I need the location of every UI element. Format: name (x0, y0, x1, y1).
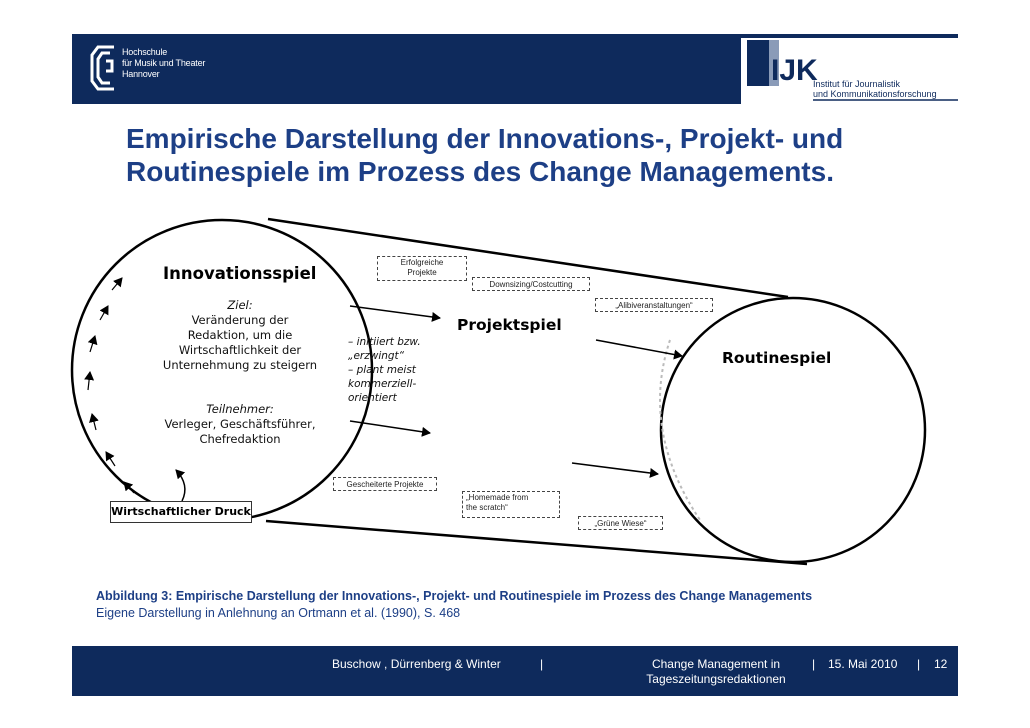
box-line: „Homemade from (466, 493, 529, 502)
routine-inner-ring (660, 340, 700, 520)
alibi-box: „Alibiveranstaltungen“ (595, 298, 713, 312)
gruene-wiese-box: „Grüne Wiese“ (578, 516, 663, 530)
homemade-box (462, 491, 560, 518)
participants-line: Chefredaktion (199, 432, 281, 446)
project-title: Projektspiel (457, 316, 562, 334)
goal-line: Unternehmung zu steigern (162, 358, 318, 372)
page-number: 12 (934, 657, 948, 671)
box-line: Erfolgreiche (400, 258, 444, 267)
page-title-line: Empirische Darstellung der Innovations-, Projekt- und (126, 123, 844, 154)
goal-line: Redaktion, um die (187, 328, 293, 342)
side-note-line: kommerziell- (348, 378, 417, 390)
box-line: Projekte (407, 268, 437, 277)
footer-bar (72, 646, 958, 696)
footer-authors: Buschow , Dürrenberg & Winter (332, 657, 501, 671)
failed-projects-box: Gescheiterte Projekte (333, 477, 437, 491)
side-note-line: – plant meist (348, 364, 416, 376)
participants-line: Verleger, Geschäftsführer, (164, 417, 316, 431)
goal-block (150, 298, 330, 373)
participants-label: Teilnehmer: (206, 402, 274, 416)
footer-topic (636, 657, 796, 687)
successful-projects-box (377, 256, 467, 281)
ijk-logo-text: IJK (771, 54, 818, 86)
footer-topic-line: Tageszeitungsredaktionen (646, 672, 786, 686)
institute-name-line: Institut für Journalistik (813, 79, 901, 89)
footer-date: 15. Mai 2010 (828, 657, 898, 671)
school-name-line: Hochschule (122, 47, 168, 57)
figure-caption: Abbildung 3: Empirische Darstellung der Innovations-, Projekt- und Routinespiele im Prozess des Change Managements (96, 589, 813, 603)
routine-title: Routinespiel (722, 349, 832, 367)
goal-label: Ziel: (227, 298, 253, 312)
innovation-title: Innovationsspiel (163, 264, 317, 283)
participants-block (150, 402, 330, 447)
school-name-line: für Musik und Theater (122, 58, 206, 68)
footer-separator: | (812, 657, 816, 671)
footer-topic-line: Change Management in (651, 657, 781, 671)
footer-separator: | (917, 657, 921, 671)
footer-separator: | (540, 657, 544, 671)
flow-arrow-to-project (350, 306, 440, 318)
page-title-line: Routinespiele im Prozess des Change Managements. (126, 156, 834, 187)
school-name-line: Hannover (122, 69, 160, 79)
goal-line: Veränderung der (191, 313, 289, 327)
routine-cycle (661, 298, 925, 562)
pressure-arrow (176, 470, 185, 501)
side-note-line: – initiiert bzw. (348, 336, 421, 348)
flow-arrow-lower (572, 463, 658, 474)
side-notes (348, 335, 421, 405)
economic-pressure-box: Wirtschaftlicher Druck (110, 501, 252, 523)
side-note-line: orientiert (348, 392, 397, 404)
downsizing-box: Downsizing/Costcutting (472, 277, 590, 291)
figure-source: Eigene Darstellung in Anlehnung an Ortmann et al. (1990), S. 468 (96, 606, 461, 620)
goal-line: Wirtschaftlichkeit der (178, 343, 302, 357)
side-note-line: „erzwingt“ (348, 350, 405, 362)
box-line: the scratch“ (466, 503, 508, 512)
institute-name-line: und Kommunikationsforschung (813, 89, 937, 99)
